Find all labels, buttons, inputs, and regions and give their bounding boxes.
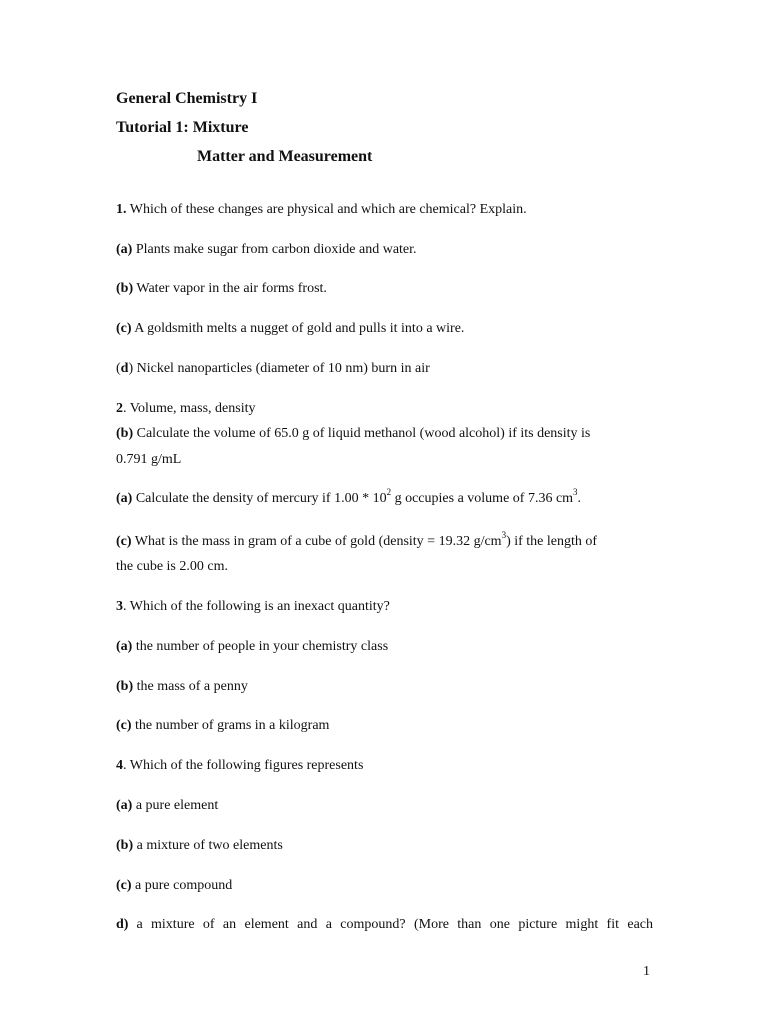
superscript: 3 — [501, 530, 507, 541]
option-label: (c) — [116, 718, 132, 733]
option-text: g occupies a volume of 7.36 cm — [391, 491, 574, 506]
question-4-option-a — [116, 797, 218, 815]
question-2-option-b — [116, 425, 590, 443]
question-2-option-c — [116, 530, 598, 551]
option-text: ) if the length of — [506, 534, 598, 549]
option-label: (a) — [116, 242, 133, 257]
option-text: a pure compound — [131, 878, 233, 893]
option-text: Water vapor in the air forms frost. — [133, 281, 327, 296]
option-text: ) Nickel nanoparticles (diameter of 10 nm) burn in air — [128, 361, 430, 376]
tutorial-title: Tutorial 1: Mixture — [116, 119, 249, 136]
question-3-option-c — [116, 717, 329, 735]
question-number: 3 — [116, 599, 123, 614]
question-number: 4 — [116, 758, 123, 773]
page-number: 1 — [643, 964, 650, 979]
option-label: (a) — [116, 491, 133, 506]
question-4 — [116, 757, 363, 775]
question-1-option-d — [116, 360, 430, 378]
tutorial-subtitle: Matter and Measurement — [197, 148, 373, 165]
question-1-option-c — [116, 320, 464, 338]
option-label: (b) — [116, 281, 134, 296]
option-text: Calculate the volume of 65.0 g of liquid methanol (wood alcohol) if its density is — [133, 426, 591, 441]
option-text: the number of grams in a kilogram — [131, 718, 330, 733]
option-text: a mixture of two elements — [133, 838, 283, 853]
option-label: (a) — [116, 639, 133, 654]
option-label: (b) — [116, 838, 134, 853]
option-label: d) — [116, 917, 129, 932]
option-prefix: ( — [116, 361, 121, 376]
option-text: a pure element — [132, 798, 219, 813]
option-label: (a) — [116, 798, 133, 813]
option-text: A goldsmith melts a nugget of gold and pulls it into a wire. — [131, 321, 465, 336]
question-4-option-d — [116, 916, 653, 934]
superscript: 3 — [573, 487, 578, 498]
option-text: Plants make sugar from carbon dioxide and water. — [132, 242, 417, 257]
question-3-option-b — [116, 678, 248, 696]
question-1-option-b — [116, 280, 327, 298]
option-label: (b) — [116, 679, 134, 694]
option-label: (c) — [116, 321, 132, 336]
option-label: (c) — [116, 878, 132, 893]
option-text: a mixture of an element and a compound? (More than one picture might fit each — [136, 917, 653, 932]
question-2-option-a — [116, 487, 582, 508]
question-4-option-b — [116, 837, 283, 855]
question-2 — [116, 400, 256, 418]
question-text: . Which of the following is an inexact quantity? — [123, 599, 390, 614]
option-text: What is the mass in gram of a cube of gold (density = 19.32 g/cm — [131, 534, 502, 549]
option-text: the number of people in your chemistry class — [132, 639, 389, 654]
question-number: 2 — [116, 401, 123, 416]
course-title: General Chemistry I — [116, 90, 258, 107]
question-text: . Which of the following figures represents — [123, 758, 364, 773]
question-3-option-a — [116, 638, 388, 656]
question-3 — [116, 598, 390, 616]
question-1 — [116, 201, 527, 219]
option-label: (c) — [116, 534, 132, 549]
question-4-option-c — [116, 877, 232, 895]
option-label: d — [120, 361, 129, 376]
option-label: (b) — [116, 426, 134, 441]
option-text: Calculate the density of mercury if 1.00 * 10 — [132, 491, 387, 506]
option-text: . — [577, 491, 582, 506]
superscript: 2 — [386, 487, 392, 498]
question-text: . Volume, mass, density — [123, 401, 256, 416]
question-2-option-b-continuation: 0.791 g/mL — [116, 452, 182, 467]
option-text: the mass of a penny — [133, 679, 248, 694]
question-number: 1. — [116, 202, 127, 217]
question-2-option-c-continuation: the cube is 2.00 cm. — [116, 559, 228, 574]
question-1-option-a — [116, 241, 417, 259]
question-text: Which of these changes are physical and which are chemical? Explain. — [126, 202, 527, 217]
